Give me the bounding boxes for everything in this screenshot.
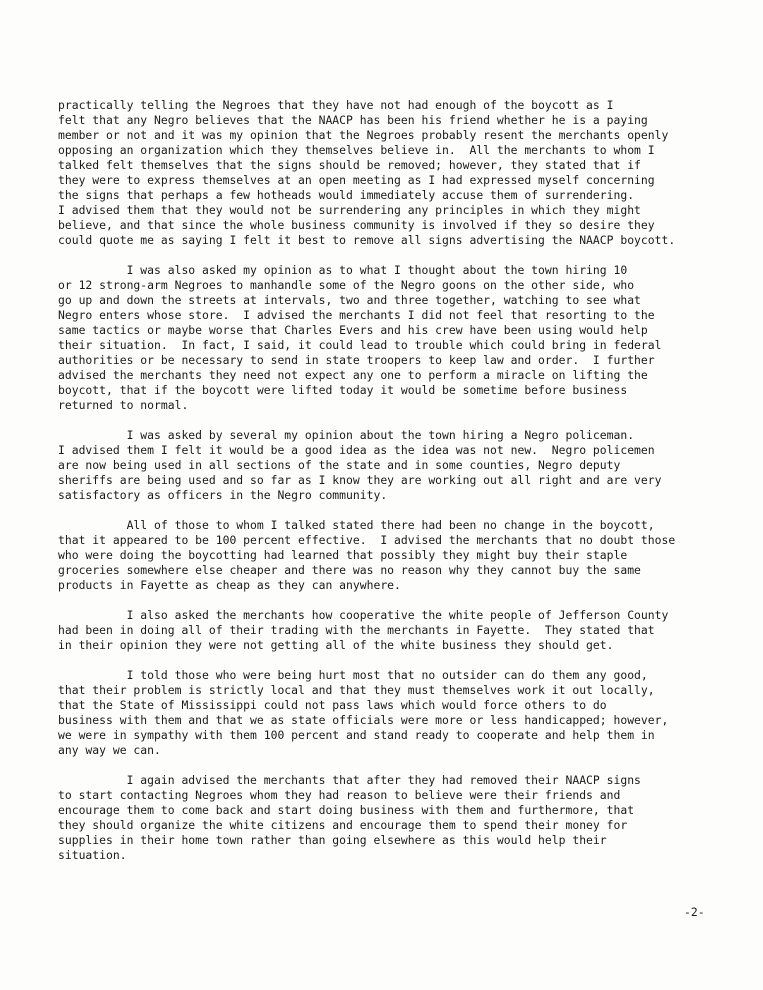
text-line: the signs that perhaps a few hotheads would immediately accuse them of surrendering. [58, 188, 635, 202]
text-line: believe, and that since the whole business community is involved if they so desire they [58, 218, 655, 232]
text-line: or 12 strong-arm Negroes to manhandle some of the Negro goons on the other side, who [58, 278, 635, 292]
paragraph-3 [58, 428, 728, 503]
text-line: that the State of Mississippi could not pass laws which would force others to do [58, 698, 607, 712]
text-line: I again advised the merchants that after they had removed their NAACP signs [58, 773, 641, 787]
text-line: same tactics or maybe worse that Charles Evers and his crew have been using would help [58, 323, 648, 337]
text-line: they were to express themselves at an open meeting as I had expressed myself concerning [58, 173, 655, 187]
text-line: sheriffs are being used and so far as I know they are working out all right and are very [58, 473, 662, 487]
text-line: that their problem is strictly local and that they must themselves work it out locally, [58, 683, 655, 697]
text-line: I was also asked my opinion as to what I thought about the town hiring 10 [58, 263, 628, 277]
text-line: returned to normal. [58, 398, 189, 412]
paragraph-5 [58, 608, 728, 653]
text-line: I advised them I felt it would be a good idea as the idea was not new. Negro policemen [58, 443, 655, 457]
page-number: -2- [684, 905, 705, 919]
text-line: Negro enters whose store. I advised the merchants I did not feel that resorting to the [58, 308, 655, 322]
text-line: are now being used in all sections of the state and in some counties, Negro deputy [58, 458, 621, 472]
paragraph-6 [58, 668, 728, 758]
text-line: to start contacting Negroes whom they had reason to believe were their friends and [58, 788, 621, 802]
paragraph-2 [58, 263, 728, 413]
text-line: we were in sympathy with them 100 percent and stand ready to cooperate and help them in [58, 728, 655, 742]
text-line: could quote me as saying I felt it best to remove all signs advertising the NAACP boycott. [58, 233, 676, 247]
text-line: in their opinion they were not getting all of the white business they should get. [58, 638, 614, 652]
text-line: member or not and it was my opinion that the Negroes probably resent the merchants openly [58, 128, 669, 142]
paragraph-7 [58, 773, 728, 863]
text-line: I advised them that they would not be surrendering any principles in which they might [58, 203, 641, 217]
text-line: groceries somewhere else cheaper and there was no reason why they cannot buy the same [58, 563, 641, 577]
text-line: I told those who were being hurt most that no outsider can do them any good, [58, 668, 648, 682]
text-line: encourage them to come back and start doing business with them and furthermore, that [58, 803, 635, 817]
text-line: situation. [58, 848, 127, 862]
text-line: I also asked the merchants how cooperative the white people of Jefferson County [58, 608, 669, 622]
text-line: any way we can. [58, 743, 161, 757]
paragraph-4 [58, 518, 728, 593]
text-line: their situation. In fact, I said, it could lead to trouble which could bring in federal [58, 338, 662, 352]
text-line: opposing an organization which they themselves believe in. All the merchants to whom I [58, 143, 655, 157]
text-line: that it appeared to be 100 percent effective. I advised the merchants that no doubt those [58, 533, 676, 547]
text-line: I was asked by several my opinion about the town hiring a Negro policeman. [58, 428, 635, 442]
text-line: practically telling the Negroes that they have not had enough of the boycott as I [58, 98, 614, 112]
text-line: business with them and that we as state officials were more or less handicapped; however, [58, 713, 669, 727]
text-line: authorities or be necessary to send in state troopers to keep law and order. I further [58, 353, 655, 367]
text-line: had been in doing all of their trading with the merchants in Fayette. They stated that [58, 623, 655, 637]
document-body [58, 98, 728, 878]
text-line: All of those to whom I talked stated there had been no change in the boycott, [58, 518, 655, 532]
paragraph-1 [58, 98, 728, 248]
text-line: felt that any Negro believes that the NAACP has been his friend whether he is a paying [58, 113, 648, 127]
text-line: go up and down the streets at intervals, two and three together, watching to see what [58, 293, 641, 307]
text-line: products in Fayette as cheap as they can anywhere. [58, 578, 401, 592]
text-line: satisfactory as officers in the Negro community. [58, 488, 388, 502]
text-line: talked felt themselves that the signs should be removed; however, they stated that if [58, 158, 641, 172]
text-line: supplies in their home town rather than going elsewhere as this would help their [58, 833, 607, 847]
text-line: boycott, that if the boycott were lifted today it would be sometime before business [58, 383, 628, 397]
text-line: who were doing the boycotting had learned that possibly they might buy their staple [58, 548, 628, 562]
text-line: advised the merchants they need not expect any one to perform a miracle on lifting the [58, 368, 648, 382]
text-line: they should organize the white citizens and encourage them to spend their money for [58, 818, 628, 832]
